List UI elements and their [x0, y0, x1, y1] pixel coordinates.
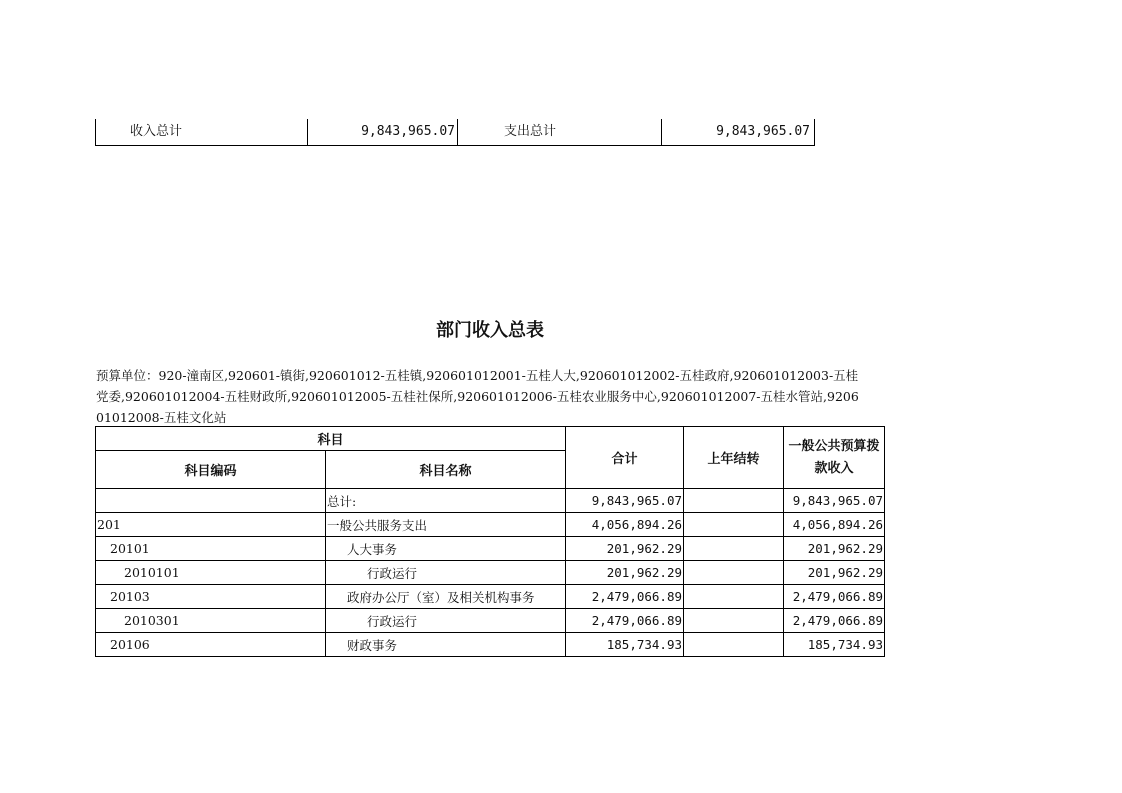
header-general-budget: 一般公共预算拨款收入	[784, 427, 885, 489]
table-row	[96, 513, 885, 537]
income-total-label: 收入总计	[96, 119, 308, 145]
row-carryover	[684, 489, 784, 513]
header-carryover: 上年结转	[684, 427, 784, 489]
row-name: 行政运行	[326, 609, 566, 633]
row-code: 20101	[96, 537, 326, 561]
row-total: 2,479,066.89	[566, 585, 684, 609]
row-general-budget: 4,056,894.26	[784, 513, 885, 537]
row-general-budget: 185,734.93	[784, 633, 885, 657]
row-code: 2010101	[96, 561, 326, 585]
row-code: 2010301	[96, 609, 326, 633]
row-total: 201,962.29	[566, 537, 684, 561]
row-total: 185,734.93	[566, 633, 684, 657]
row-total: 4,056,894.26	[566, 513, 684, 537]
table-row	[96, 561, 885, 585]
row-code: 201	[96, 513, 326, 537]
table-row	[96, 633, 885, 657]
row-name: 行政运行	[326, 561, 566, 585]
row-carryover	[684, 513, 784, 537]
table-row	[96, 585, 885, 609]
row-general-budget: 201,962.29	[784, 537, 885, 561]
row-name: 人大事务	[326, 537, 566, 561]
header-total: 合计	[566, 427, 684, 489]
income-table	[95, 426, 885, 657]
header-subject: 科目	[96, 427, 566, 451]
summary-row	[95, 119, 815, 146]
budget-unit-text: 预算单位：920-潼南区,920601-镇街,920601012-五桂镇,920601012001-五桂人大,920601012002-五桂政府,920601012003-五桂党委,920601012004-五桂财政所,920601012005-五桂社保所,920601012006-五桂农业服务中心,920601012007-五桂水管站,920601012008-五桂文化站	[96, 368, 859, 425]
row-code	[96, 489, 326, 513]
row-code: 20106	[96, 633, 326, 657]
row-code: 20103	[96, 585, 326, 609]
header-code: 科目编码	[96, 451, 326, 489]
page-title: 部门收入总表	[436, 320, 544, 341]
row-name: 财政事务	[326, 633, 566, 657]
table-row	[96, 537, 885, 561]
row-carryover	[684, 585, 784, 609]
row-carryover	[684, 633, 784, 657]
expense-total-label: 支出总计	[458, 119, 662, 145]
row-general-budget: 2,479,066.89	[784, 585, 885, 609]
table-row	[96, 489, 885, 513]
row-carryover	[684, 561, 784, 585]
row-name: 总计:	[326, 489, 566, 513]
income-total-value: 9,843,965.07	[308, 119, 458, 145]
row-total: 201,962.29	[566, 561, 684, 585]
header-name: 科目名称	[326, 451, 566, 489]
expense-total-value: 9,843,965.07	[716, 124, 810, 139]
row-general-budget: 2,479,066.89	[784, 609, 885, 633]
row-total: 9,843,965.07	[566, 489, 684, 513]
row-carryover	[684, 609, 784, 633]
row-carryover	[684, 537, 784, 561]
row-general-budget: 9,843,965.07	[784, 489, 885, 513]
row-general-budget: 201,962.29	[784, 561, 885, 585]
row-total: 2,479,066.89	[566, 609, 684, 633]
row-name: 一般公共服务支出	[326, 513, 566, 537]
row-name: 政府办公厅（室）及相关机构事务	[326, 585, 566, 609]
table-row	[96, 609, 885, 633]
